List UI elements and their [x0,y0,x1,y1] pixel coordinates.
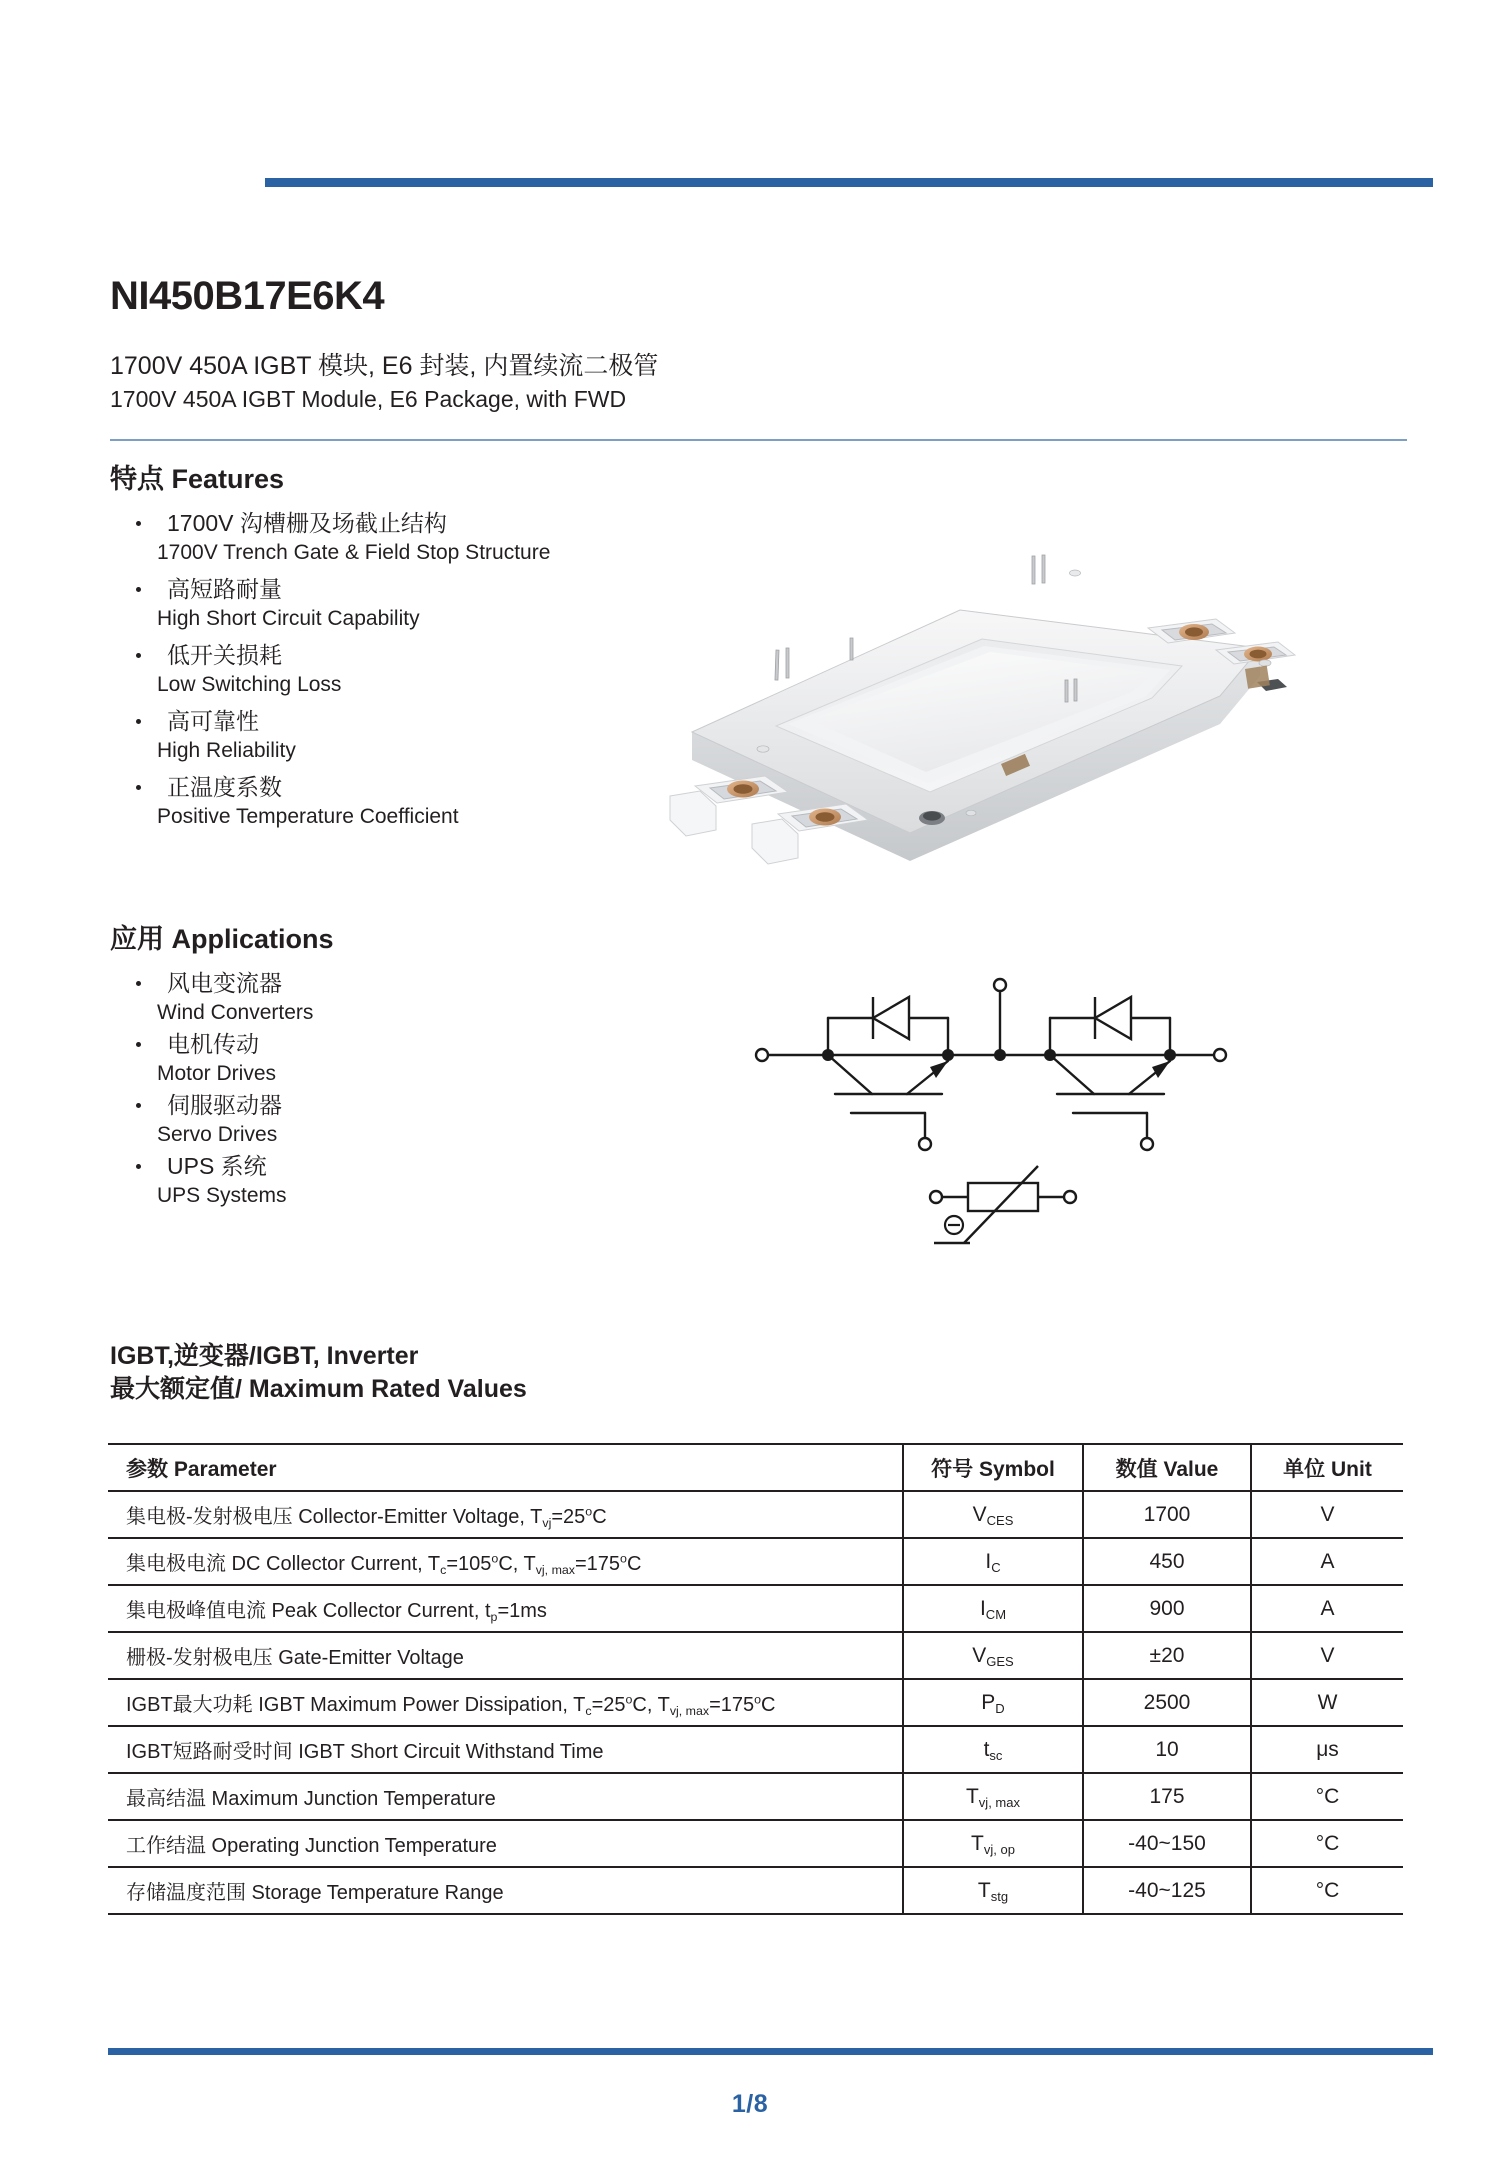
bullet-dot-icon [136,587,141,592]
product-photo [660,500,1320,870]
cell-unit: A [1251,1538,1403,1585]
cell-parameter: IGBT最大功耗 IGBT Maximum Power Dissipation, $T_c=25^oC$, $T_{vj, max}=175^oC$ [108,1679,903,1726]
cell-value: 10 [1083,1726,1251,1773]
ntc-thermistor [930,1166,1076,1243]
ratings-heading-line1: IGBT,逆变器/IGBT, Inverter [110,1342,419,1370]
features-item-cn: 低开关损耗 [167,642,282,668]
list-item [110,574,550,633]
cell-parameter: 存储温度范围 Storage Temperature Range [108,1867,903,1914]
page-title: NI450B17E6K4 [110,274,385,318]
cell-symbol: $I_C$ [903,1538,1083,1585]
bullet-dot-icon [136,1164,141,1169]
cell-parameter: 最高结温 Maximum Junction Temperature [108,1773,903,1820]
cell-symbol: $V_{CES}$ [903,1491,1083,1538]
table-row [108,1491,1403,1538]
table-row [108,1726,1403,1773]
features-item-en: 1700V Trench Gate & Field Stop Structure [157,541,551,564]
applications-item-en: UPS Systems [157,1184,287,1207]
cell-symbol: $t_{sc}$ [903,1726,1083,1773]
bullet-dot-icon [136,1103,141,1108]
list-item [110,640,550,699]
cell-value: -40~125 [1083,1867,1251,1914]
features-item-cn: 高短路耐量 [167,576,282,602]
ratings-table-heading [110,1340,527,1406]
column-header-unit: 单位 Unit [1251,1444,1403,1491]
list-item [110,1090,313,1149]
features-item-cn: 正温度系数 [167,774,282,800]
features-list [110,508,550,838]
maximum-rated-values-table [108,1443,1403,1915]
list-item [110,968,313,1027]
applications-heading: 应用 Applications [110,924,334,954]
subtitle-english: 1700V 450A IGBT Module, E6 Package, with FWD [110,386,627,412]
applications-item-cn: UPS 系统 [167,1153,267,1179]
list-item [110,1151,313,1210]
cell-value: 900 [1083,1585,1251,1632]
applications-item-cn: 电机传动 [167,1031,259,1057]
column-header-value: 数值 Value [1083,1444,1251,1491]
cell-unit: W [1251,1679,1403,1726]
table-row [108,1820,1403,1867]
features-item-en: Low Switching Loss [157,673,342,696]
bullet-dot-icon [136,981,141,986]
header-accent-bar [265,178,1433,187]
cell-value: 1700 [1083,1491,1251,1538]
table-row [108,1538,1403,1585]
cell-parameter: 集电极电流 DC Collector Current, $T_c=105^oC$, $T_{vj, max}=175^oC$ [108,1538,903,1585]
circuit-diagram [720,975,1260,1265]
cell-unit: V [1251,1632,1403,1679]
features-heading: 特点 Features [110,464,285,494]
applications-item-en: Wind Converters [157,1001,314,1024]
cell-parameter: 栅极-发射极电压 Gate-Emitter Voltage [108,1632,903,1679]
bullet-dot-icon [136,521,141,526]
cell-symbol: $I_{CM}$ [903,1585,1083,1632]
cell-value: 175 [1083,1773,1251,1820]
cell-symbol: $P_D$ [903,1679,1083,1726]
features-item-cn: 高可靠性 [167,708,259,734]
cell-unit: V [1251,1491,1403,1538]
features-item-en: High Short Circuit Capability [157,607,420,630]
cell-value: 450 [1083,1538,1251,1585]
applications-list [110,968,313,1212]
bullet-dot-icon [136,719,141,724]
bullet-dot-icon [136,785,141,790]
applications-item-cn: 伺服驱动器 [167,1092,282,1118]
cell-unit: °C [1251,1820,1403,1867]
cell-unit: A [1251,1585,1403,1632]
applications-item-en: Motor Drives [157,1062,277,1085]
cell-parameter: 集电极峰值电流 Peak Collector Current, $t_p=1ms$ [108,1585,903,1632]
cell-value: 2500 [1083,1679,1251,1726]
subtitle-chinese: 1700V 450A IGBT 模块, E6 封装, 内置续流二极管 [110,352,659,380]
applications-item-cn: 风电变流器 [167,970,282,996]
column-header-symbol: 符号 Symbol [903,1444,1083,1491]
bullet-dot-icon [136,653,141,658]
cell-value: ±20 [1083,1632,1251,1679]
bullet-dot-icon [136,1042,141,1047]
features-item-cn: 1700V 沟槽栅及场截止结构 [167,510,447,536]
cell-value: -40~150 [1083,1820,1251,1867]
table-header-row [108,1444,1403,1491]
cell-parameter: IGBT短路耐受时间 IGBT Short Circuit Withstand Time [108,1726,903,1773]
features-item-en: High Reliability [157,739,296,762]
table-row [108,1585,1403,1632]
ratings-heading-line2: 最大额定值/ Maximum Rated Values [110,1374,527,1403]
column-header-parameter: 参数 Parameter [108,1444,903,1491]
applications-item-en: Servo Drives [157,1123,278,1146]
list-item [110,706,550,765]
cell-unit: °C [1251,1773,1403,1820]
footer-accent-bar [108,2048,1433,2055]
cell-symbol: $T_{vj, max}$ [903,1773,1083,1820]
cell-symbol: $V_{GES}$ [903,1632,1083,1679]
page-number: 1/8 [731,2090,769,2118]
cell-unit: °C [1251,1867,1403,1914]
cell-unit: μs [1251,1726,1403,1773]
table-row [108,1773,1403,1820]
header-divider [110,439,1407,441]
table-row [108,1632,1403,1679]
cell-parameter: 工作结温 Operating Junction Temperature [108,1820,903,1867]
cell-symbol: $T_{stg}$ [903,1867,1083,1914]
cell-parameter: 集电极-发射极电压 Collector-Emitter Voltage, $T_{vj}=25^oC$ [108,1491,903,1538]
list-item [110,772,550,831]
list-item [110,1029,313,1088]
features-item-en: Positive Temperature Coefficient [157,805,459,828]
table-row [108,1679,1403,1726]
cell-symbol: $T_{vj, op}$ [903,1820,1083,1867]
list-item [110,508,550,567]
table-row [108,1867,1403,1914]
